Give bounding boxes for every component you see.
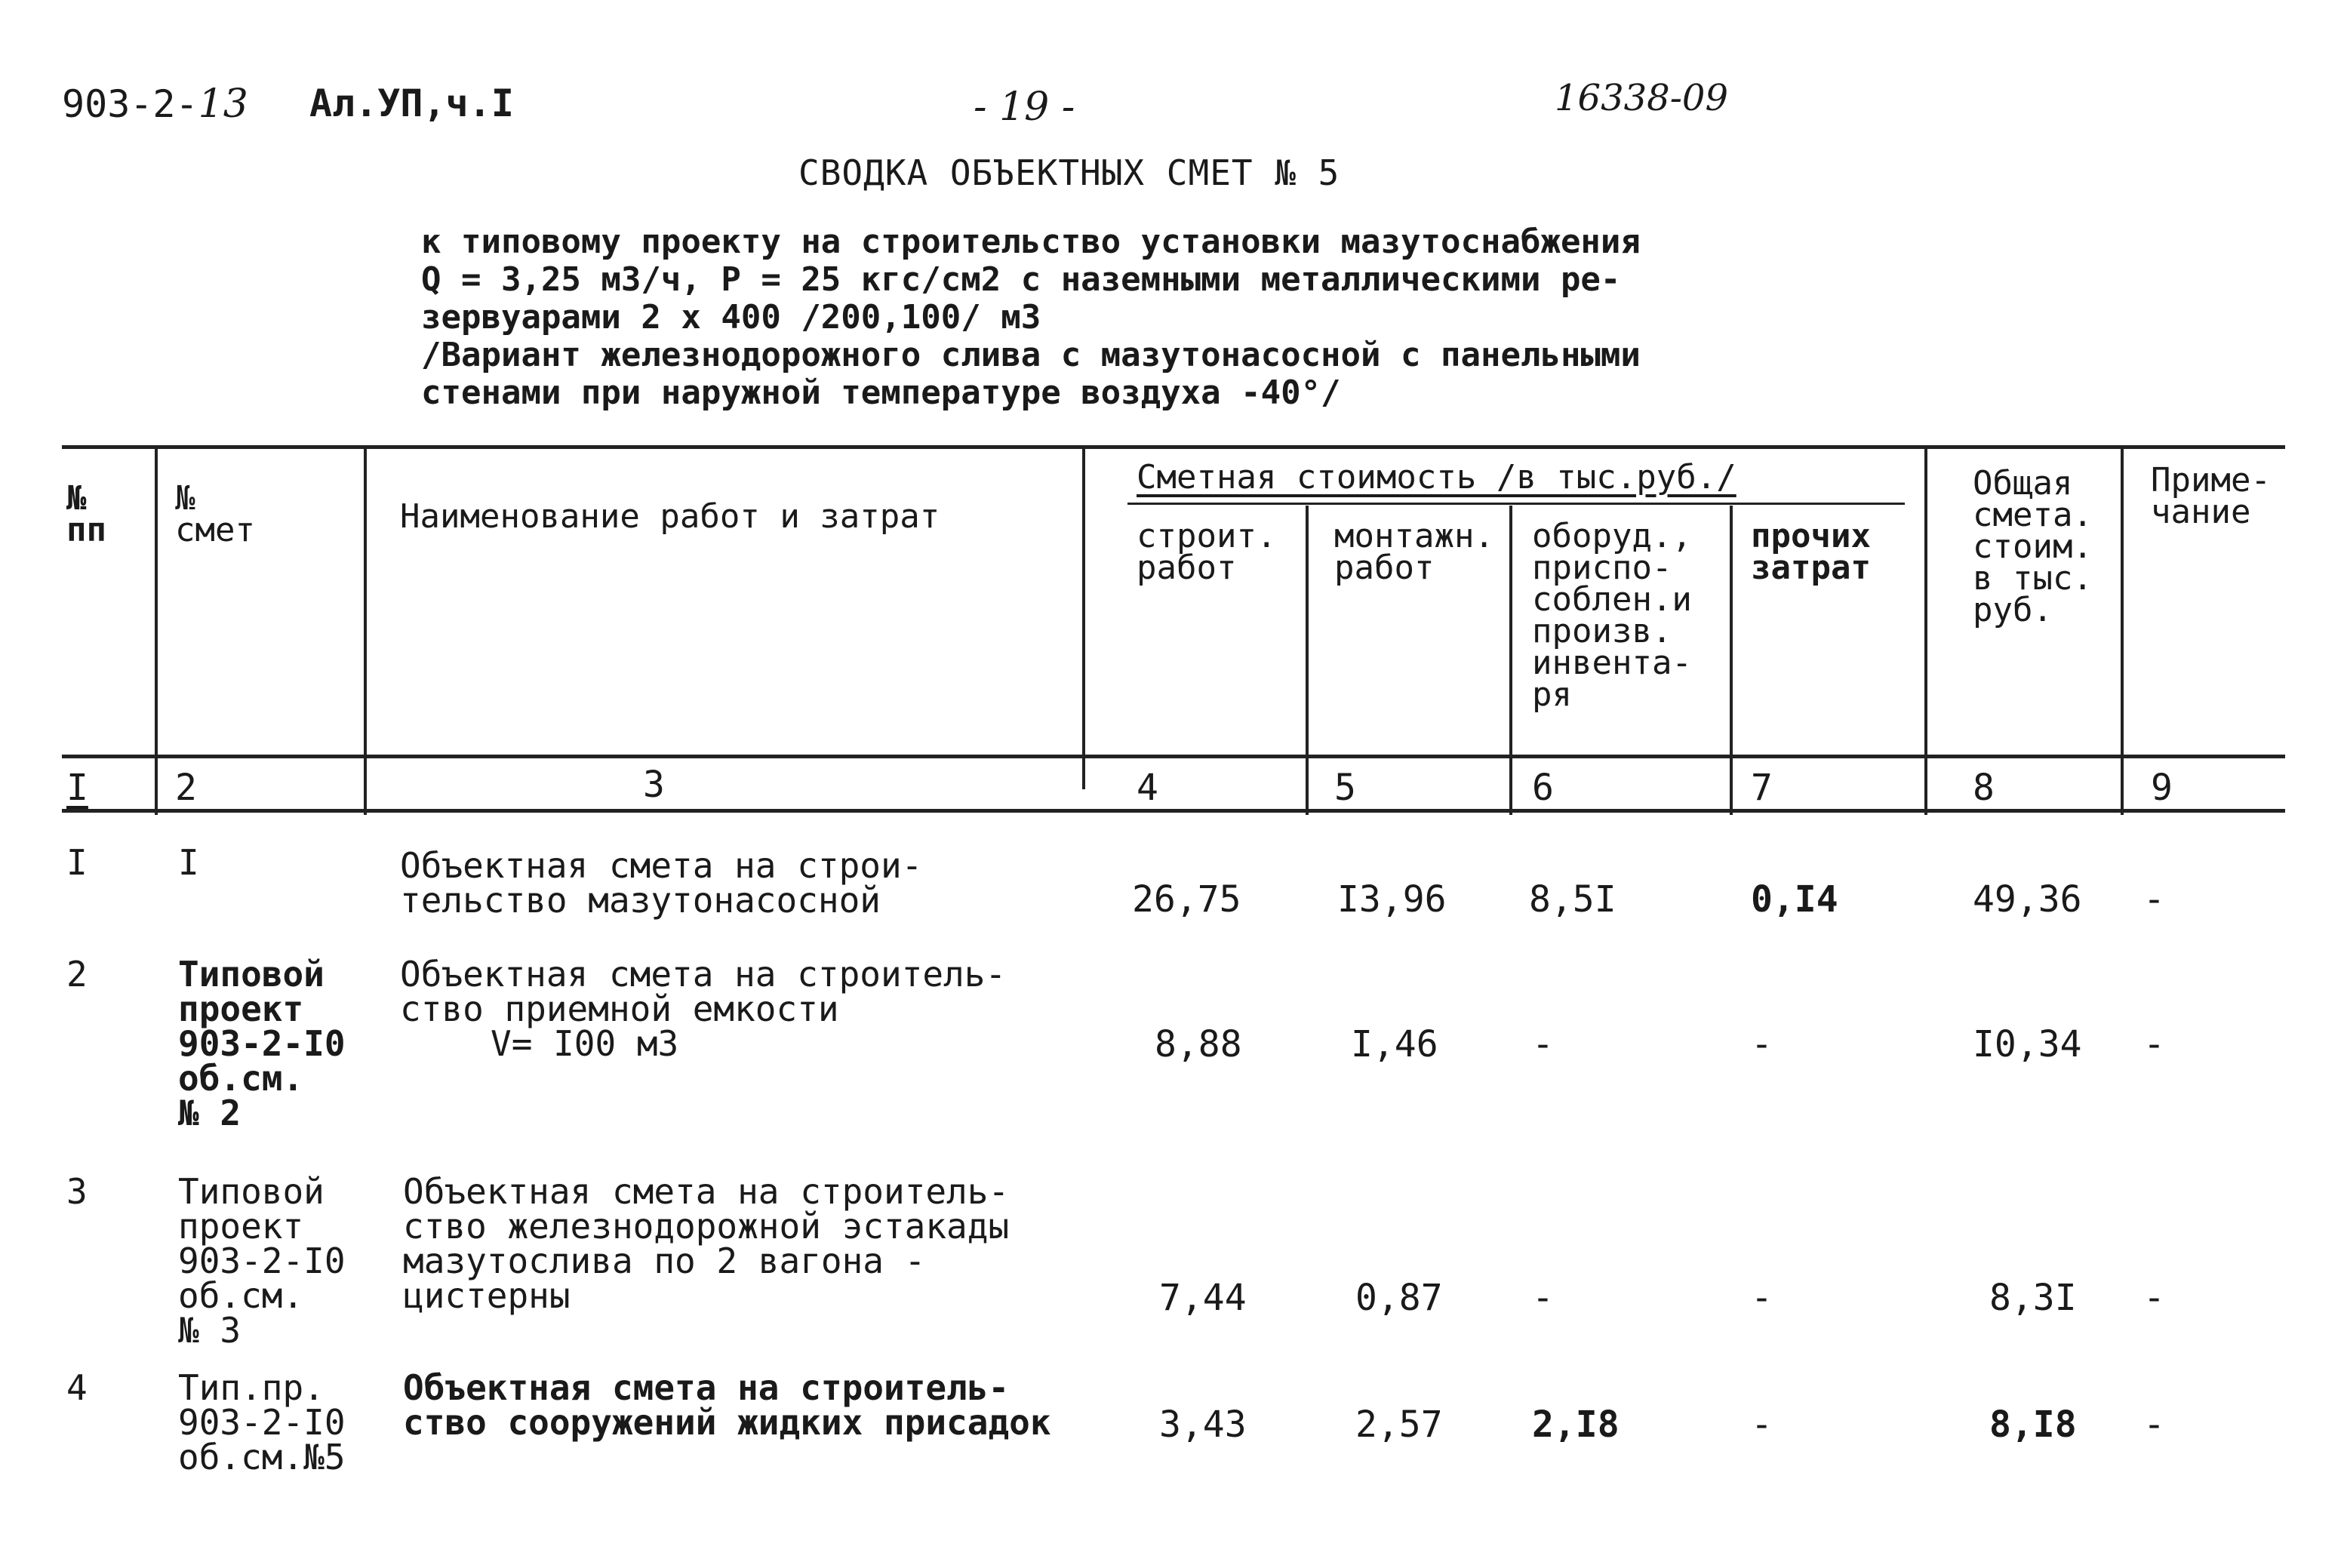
row-note: - (2143, 1023, 2165, 1065)
row-other: 0,I4 (1751, 878, 1838, 921)
subtitle-line: /Вариант железнодорожного слива с мазутонасосной с панельными (421, 336, 1641, 374)
group-header-rule (1127, 503, 1905, 505)
header-total: Общая смета. стоим. в тыс. руб. (1973, 464, 2093, 629)
subtitle-line: зервуарами 2 х 400 /200,100/ м3 (421, 298, 1041, 337)
row-number: 3 (66, 1171, 88, 1212)
row-total: 49,36 (1973, 878, 2082, 921)
row-total: 8,I8 (1989, 1404, 2077, 1446)
column-divider (1306, 506, 1309, 815)
row-note: - (2143, 1404, 2165, 1446)
header-work-name: Наименование работ и затрат (400, 497, 940, 536)
row-construction: 26,75 (1132, 878, 1241, 921)
row-equipment: - (1532, 1277, 1554, 1319)
row-estimate: Типовой проект 903-2-I0 об.см. № 2 (178, 954, 346, 1133)
row-work-name: Объектная смета на строитель- ство сооружений жидких присадок (403, 1367, 1051, 1443)
code-prefix: 903-2- (62, 82, 198, 126)
header-equipment: оборуд., приспо- соблен.и произв. инвента- ря (1532, 517, 1692, 714)
header-cost-group: Сметная стоимость /в тыс.руб./ (1137, 458, 1736, 497)
row-installation: 0,87 (1355, 1277, 1443, 1319)
row-other: - (1751, 1277, 1773, 1319)
row-note: - (2143, 1277, 2165, 1319)
header-note: Приме- чание (2151, 461, 2271, 531)
row-construction: 8,88 (1155, 1023, 1242, 1065)
header-bottom-rule (62, 755, 2285, 758)
row-number: I (66, 842, 88, 883)
subtitle-line: к типовому проекту на строительство установки мазутоснабжения (421, 223, 1641, 261)
document-code (62, 81, 248, 127)
column-number: 3 (643, 764, 665, 806)
row-number: 4 (66, 1367, 88, 1408)
column-number-rule (62, 809, 2285, 813)
doc-number: 16338-09 (1555, 77, 1728, 119)
column-number: 9 (2151, 767, 2173, 809)
column-divider (1924, 445, 1927, 815)
subtitle-line: Q = 3,25 м3/ч, Р = 25 кгс/см2 с наземными металлическими ре- (421, 260, 1621, 299)
row-total: I0,34 (1973, 1023, 2082, 1065)
column-divider (1509, 506, 1512, 815)
row-estimate: I (178, 842, 199, 883)
column-number: 4 (1137, 767, 1158, 809)
column-number: 6 (1532, 767, 1554, 809)
subtitle-line: стенами при наружной температуре воздуха -40°/ (421, 374, 1341, 412)
column-number: 8 (1973, 767, 1995, 809)
column-divider (2121, 445, 2124, 815)
row-installation: I3,96 (1337, 878, 1447, 921)
row-equipment: - (1532, 1023, 1554, 1065)
row-equipment: 8,5I (1529, 878, 1616, 921)
header-construction: строит. работ (1137, 517, 1277, 587)
row-construction: 3,43 (1159, 1404, 1247, 1446)
column-divider (1082, 445, 1085, 789)
row-number: 2 (66, 954, 88, 995)
header-row-number: № пп (66, 479, 106, 549)
row-other: - (1751, 1404, 1773, 1446)
row-work-name: Объектная смета на строитель- ство железнодорожной эстакады мазутослива по 2 вагона - цистерны (403, 1171, 1010, 1316)
row-installation: I,46 (1351, 1023, 1438, 1065)
row-estimate: Тип.пр. 903-2-I0 об.см.№5 (178, 1367, 346, 1477)
table-top-rule (62, 445, 2285, 449)
page-number: - 19 - (974, 85, 1075, 130)
header-estimate-number: № смет (175, 479, 255, 549)
header-other: прочих затрат (1751, 517, 1871, 587)
row-estimate: Типовой проект 903-2-I0 об.см. № 3 (178, 1171, 346, 1351)
column-number: 2 (175, 767, 197, 809)
row-work-name: Объектная смета на строи- тельство мазутонасосной (400, 845, 923, 921)
column-number: 7 (1751, 767, 1773, 809)
row-other: - (1751, 1023, 1773, 1065)
row-installation: 2,57 (1355, 1404, 1443, 1446)
row-equipment: 2,I8 (1532, 1404, 1620, 1446)
subtitle-block (421, 223, 1641, 412)
column-divider (1730, 506, 1733, 815)
column-number: 5 (1334, 767, 1356, 809)
row-note: - (2143, 878, 2165, 921)
row-work-name: Объектная смета на строитель- ство приемной емкости V= I00 м3 (400, 954, 1007, 1064)
album-label: Ал.УП,ч.I (309, 81, 514, 125)
column-divider (364, 445, 367, 815)
row-total: 8,3I (1989, 1277, 2077, 1319)
column-divider (155, 445, 158, 815)
header-installation: монтажн. работ (1334, 517, 1494, 587)
column-number: I (66, 767, 88, 809)
row-construction: 7,44 (1159, 1277, 1247, 1319)
code-number: 13 (198, 81, 248, 127)
page-title: СВОДКА ОБЪЕКТНЫХ СМЕТ № 5 (798, 152, 1340, 193)
